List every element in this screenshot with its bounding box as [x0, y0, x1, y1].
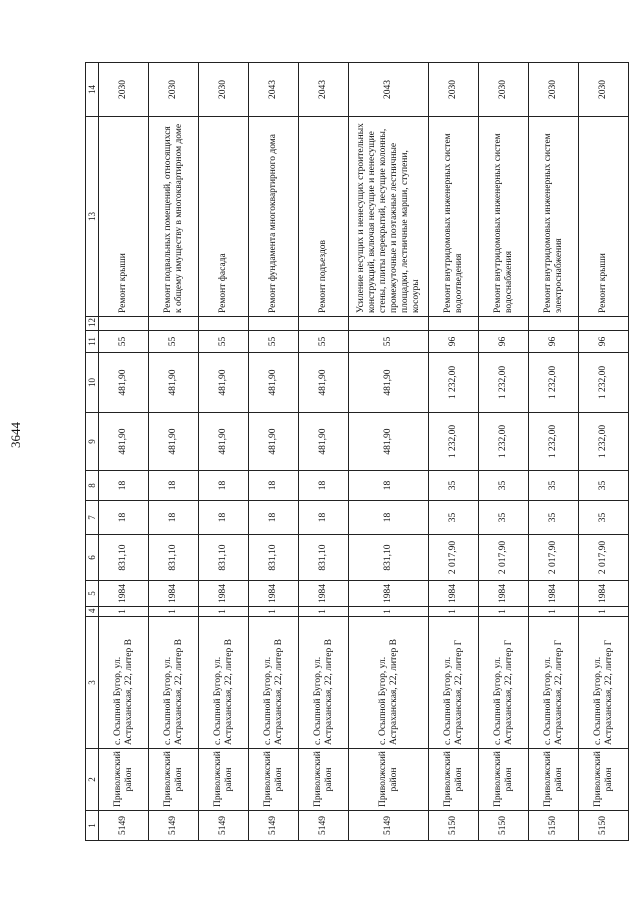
- count-cell: 1: [349, 607, 429, 617]
- plan-year-cell: 2043: [349, 63, 429, 117]
- work-type-cell: Ремонт фасада: [199, 117, 249, 317]
- value-cell: 18: [299, 471, 349, 501]
- table-row: [99, 63, 149, 841]
- table-row: [299, 63, 349, 841]
- value-cell: 55: [349, 331, 429, 353]
- area-total-cell: 831,10: [199, 535, 249, 581]
- plan-year-cell: 2030: [429, 63, 479, 117]
- value-cell: 35: [429, 501, 479, 535]
- value-cell: 96: [479, 331, 529, 353]
- year-cell: 1984: [199, 581, 249, 607]
- value-cell: 18: [99, 501, 149, 535]
- table-row: [349, 63, 429, 841]
- count-cell: 1: [529, 607, 579, 617]
- area-cell: 481,90: [199, 413, 249, 471]
- column-header: 8: [86, 471, 99, 501]
- area-cell: 481,90: [149, 353, 199, 413]
- count-cell: 1: [579, 607, 629, 617]
- area-cell: 481,90: [349, 413, 429, 471]
- district-cell: Приволжский район: [429, 749, 479, 811]
- empty-cell: [579, 317, 629, 331]
- district-cell: Приволжский район: [299, 749, 349, 811]
- count-cell: 1: [149, 607, 199, 617]
- empty-cell: [149, 317, 199, 331]
- column-header: 13: [86, 117, 99, 317]
- area-cell: 1 232,00: [429, 413, 479, 471]
- row-number: 5149: [299, 811, 349, 841]
- column-header: 11: [86, 331, 99, 353]
- plan-year-cell: 2030: [99, 63, 149, 117]
- empty-cell: [199, 317, 249, 331]
- column-header: 14: [86, 63, 99, 117]
- work-type-cell: Ремонт внутридомовых инженерных систем электроснабжения: [529, 117, 579, 317]
- column-header: 10: [86, 353, 99, 413]
- column-header: 9: [86, 413, 99, 471]
- column-header: 6: [86, 535, 99, 581]
- value-cell: 55: [299, 331, 349, 353]
- row-number: 5150: [479, 811, 529, 841]
- value-cell: 55: [149, 331, 199, 353]
- column-header: 12: [86, 317, 99, 331]
- count-cell: 1: [249, 607, 299, 617]
- address-cell: с. Осыпной Бугор, ул. Астраханская, 22, литер В: [149, 617, 199, 749]
- value-cell: 18: [149, 471, 199, 501]
- empty-cell: [249, 317, 299, 331]
- district-cell: Приволжский район: [579, 749, 629, 811]
- table-row: [579, 63, 629, 841]
- value-cell: 18: [199, 501, 249, 535]
- area-cell: 481,90: [99, 413, 149, 471]
- work-type-cell: Ремонт внутридомовых инженерных систем водоотведения: [429, 117, 479, 317]
- year-cell: 1984: [479, 581, 529, 607]
- district-cell: Приволжский район: [149, 749, 199, 811]
- area-total-cell: 2 017,90: [479, 535, 529, 581]
- count-cell: 1: [479, 607, 529, 617]
- table-row: [149, 63, 199, 841]
- empty-cell: [479, 317, 529, 331]
- row-number: 5150: [529, 811, 579, 841]
- value-cell: 18: [149, 501, 199, 535]
- district-cell: Приволжский район: [349, 749, 429, 811]
- address-cell: с. Осыпной Бугор, ул. Астраханская, 22, литер Г: [579, 617, 629, 749]
- column-header: 5: [86, 581, 99, 607]
- row-number: 5149: [149, 811, 199, 841]
- plan-year-cell: 2030: [579, 63, 629, 117]
- area-total-cell: 2 017,90: [429, 535, 479, 581]
- plan-year-cell: 2030: [199, 63, 249, 117]
- row-number: 5150: [579, 811, 629, 841]
- work-type-cell: Ремонт подъездов: [299, 117, 349, 317]
- district-cell: Приволжский район: [479, 749, 529, 811]
- address-cell: с. Осыпной Бугор, ул. Астраханская, 22, литер В: [349, 617, 429, 749]
- district-cell: Приволжский район: [529, 749, 579, 811]
- address-cell: с. Осыпной Бугор, ул. Астраханская, 22, литер Г: [529, 617, 579, 749]
- value-cell: 35: [579, 501, 629, 535]
- value-cell: 18: [349, 471, 429, 501]
- row-number: 5149: [349, 811, 429, 841]
- header-row: [86, 63, 99, 841]
- value-cell: 55: [199, 331, 249, 353]
- table-row: [249, 63, 299, 841]
- year-cell: 1984: [529, 581, 579, 607]
- column-header: 3: [86, 617, 99, 749]
- table-row: [529, 63, 579, 841]
- value-cell: 18: [249, 471, 299, 501]
- value-cell: 18: [249, 501, 299, 535]
- area-cell: 481,90: [249, 353, 299, 413]
- area-cell: 1 232,00: [429, 353, 479, 413]
- count-cell: 1: [429, 607, 479, 617]
- count-cell: 1: [299, 607, 349, 617]
- area-cell: 481,90: [149, 413, 199, 471]
- district-cell: Приволжский район: [99, 749, 149, 811]
- value-cell: 35: [479, 501, 529, 535]
- area-cell: 481,90: [349, 353, 429, 413]
- row-number: 5149: [99, 811, 149, 841]
- area-cell: 481,90: [199, 353, 249, 413]
- year-cell: 1984: [429, 581, 479, 607]
- area-total-cell: 2 017,90: [529, 535, 579, 581]
- year-cell: 1984: [149, 581, 199, 607]
- table-row: [479, 63, 529, 841]
- year-cell: 1984: [249, 581, 299, 607]
- empty-cell: [429, 317, 479, 331]
- address-cell: с. Осыпной Бугор, ул. Астраханская, 22, литер В: [249, 617, 299, 749]
- area-total-cell: 831,10: [299, 535, 349, 581]
- plan-year-cell: 2043: [249, 63, 299, 117]
- empty-cell: [349, 317, 429, 331]
- column-header: 4: [86, 607, 99, 617]
- value-cell: 55: [249, 331, 299, 353]
- count-cell: 1: [99, 607, 149, 617]
- work-type-cell: Ремонт фундамента многоквартирного дома: [249, 117, 299, 317]
- work-type-cell: Ремонт внутридомовых инженерных систем водоснабжения: [479, 117, 529, 317]
- column-header: 7: [86, 501, 99, 535]
- table-container: [85, 63, 615, 841]
- address-cell: с. Осыпной Бугор, ул. Астраханская, 22, литер Г: [429, 617, 479, 749]
- value-cell: 35: [579, 471, 629, 501]
- area-total-cell: 831,10: [349, 535, 429, 581]
- value-cell: 18: [199, 471, 249, 501]
- district-cell: Приволжский район: [199, 749, 249, 811]
- row-number: 5149: [199, 811, 249, 841]
- value-cell: 96: [529, 331, 579, 353]
- area-cell: 481,90: [249, 413, 299, 471]
- area-cell: 1 232,00: [529, 413, 579, 471]
- year-cell: 1984: [99, 581, 149, 607]
- value-cell: 18: [299, 501, 349, 535]
- area-cell: 481,90: [299, 353, 349, 413]
- value-cell: 35: [529, 501, 579, 535]
- row-number: 5149: [249, 811, 299, 841]
- column-header: 2: [86, 749, 99, 811]
- column-header: 1: [86, 811, 99, 841]
- value-cell: 18: [349, 501, 429, 535]
- value-cell: 35: [529, 471, 579, 501]
- address-cell: с. Осыпной Бугор, ул. Астраханская, 22, литер Г: [479, 617, 529, 749]
- value-cell: 35: [429, 471, 479, 501]
- area-cell: 1 232,00: [479, 413, 529, 471]
- plan-year-cell: 2030: [529, 63, 579, 117]
- year-cell: 1984: [299, 581, 349, 607]
- value-cell: 35: [479, 471, 529, 501]
- page-number: 3644: [8, 422, 23, 448]
- area-total-cell: 2 017,90: [579, 535, 629, 581]
- area-cell: 1 232,00: [579, 413, 629, 471]
- value-cell: 18: [99, 471, 149, 501]
- address-cell: с. Осыпной Бугор, ул. Астраханская, 22, литер В: [199, 617, 249, 749]
- count-cell: 1: [199, 607, 249, 617]
- work-type-cell: Ремонт подвальных помещений, относящихся к общему имуществу в многоквартирном доме: [149, 117, 199, 317]
- year-cell: 1984: [349, 581, 429, 607]
- table-row: [429, 63, 479, 841]
- work-type-cell: Усиление несущих и ненесущих строительных конструкций, включая несущие и ненесущие стены, плиты перекрытий, несущие колонны, промежуточные и поэтажные лестничные площадки, лестничные марши, ступени, косоуры: [349, 117, 429, 317]
- capital-repair-table: [85, 62, 629, 841]
- empty-cell: [529, 317, 579, 331]
- area-total-cell: 831,10: [99, 535, 149, 581]
- value-cell: 96: [579, 331, 629, 353]
- row-number: 5150: [429, 811, 479, 841]
- area-total-cell: 831,10: [249, 535, 299, 581]
- area-cell: 1 232,00: [479, 353, 529, 413]
- district-cell: Приволжский район: [249, 749, 299, 811]
- value-cell: 96: [429, 331, 479, 353]
- plan-year-cell: 2030: [479, 63, 529, 117]
- year-cell: 1984: [579, 581, 629, 607]
- plan-year-cell: 2030: [149, 63, 199, 117]
- empty-cell: [99, 317, 149, 331]
- area-cell: 481,90: [99, 353, 149, 413]
- work-type-cell: Ремонт крыши: [579, 117, 629, 317]
- area-cell: 481,90: [299, 413, 349, 471]
- area-total-cell: 831,10: [149, 535, 199, 581]
- address-cell: с. Осыпной Бугор, ул. Астраханская, 22, литер В: [99, 617, 149, 749]
- empty-cell: [299, 317, 349, 331]
- address-cell: с. Осыпной Бугор, ул. Астраханская, 22, литер В: [299, 617, 349, 749]
- table-row: [199, 63, 249, 841]
- area-cell: 1 232,00: [579, 353, 629, 413]
- plan-year-cell: 2043: [299, 63, 349, 117]
- value-cell: 55: [99, 331, 149, 353]
- work-type-cell: Ремонт крыши: [99, 117, 149, 317]
- area-cell: 1 232,00: [529, 353, 579, 413]
